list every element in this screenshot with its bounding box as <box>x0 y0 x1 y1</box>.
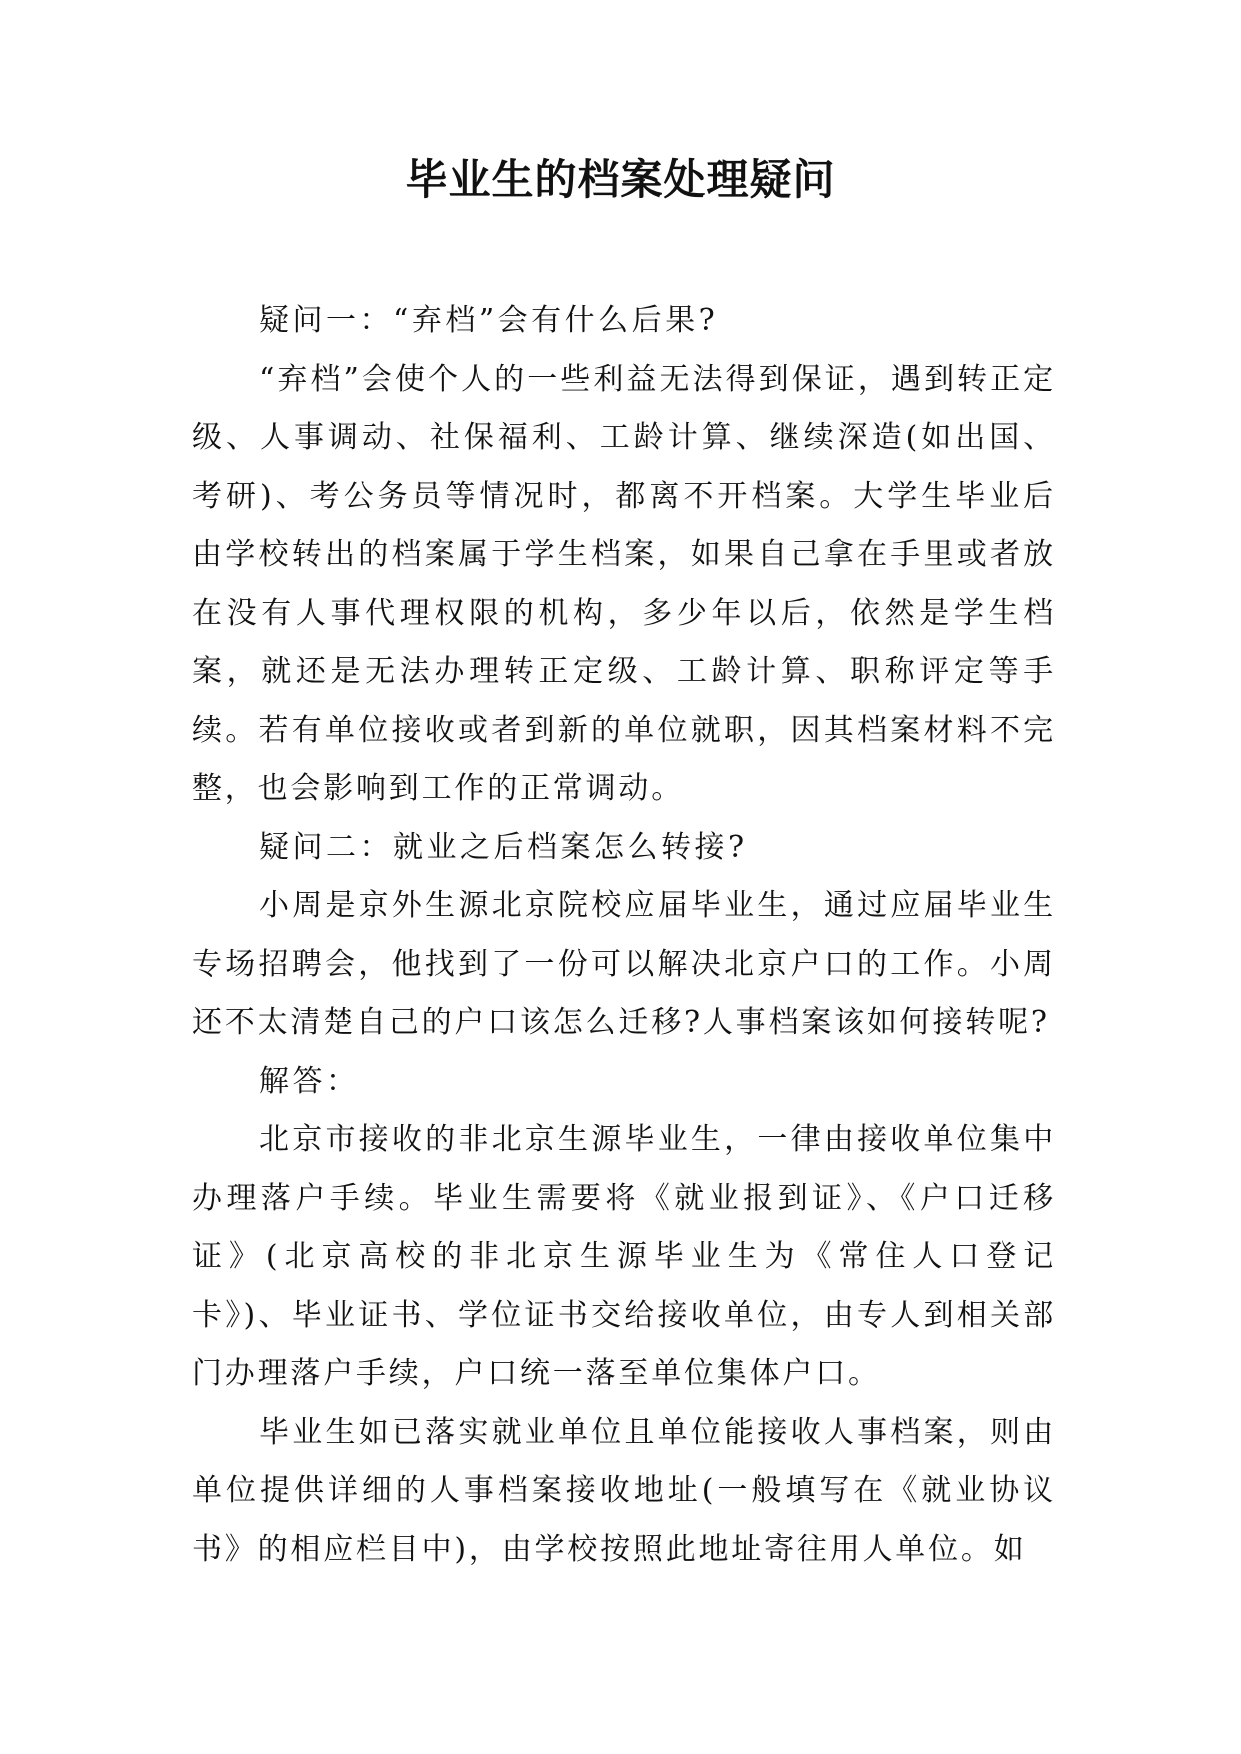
question-one-heading: 疑问一：“弃档”会有什么后果? <box>259 303 719 338</box>
answer-label: 解答： <box>259 1063 360 1099</box>
question-one-answer-paragraph: “弃档”会使个人的一些利益无法得到保证，遇到转正定级、人事调动、社保福利、工龄计算、继续深造(如出国、考研)、考公务员等情况时，都离不开档案。大学生毕业后由学校转出的档案属于学生档案，如果自己拿在手里或者放在没有人事代理权限的机构，多少年以后，依然是学生档案，就还是无法办理转正定级、工龄计算、职称评定等手续。若有单位接收或者到新的单位就职，因其档案材料不完整，也会影响到工作的正常调动。 <box>192 361 1056 806</box>
question-two-case-paragraph: 小周是京外生源北京院校应届毕业生，通过应届毕业生专场招聘会，他找到了一份可以解决北京户口的工作。小周还不太清楚自己的户口该怎么迁移?人事档案该如何接转呢? <box>192 888 1056 1040</box>
document-body <box>192 292 1056 1579</box>
archive-transfer-paragraph: 毕业生如已落实就业单位且单位能接收人事档案，则由单位提供详细的人事档案接收地址(一般填写在《就业协议书》的相应栏目中)，由学校按照此地址寄往用人单位。如 <box>192 1414 1056 1567</box>
question-two-heading: 疑问二：就业之后档案怎么转接? <box>259 829 748 865</box>
document-title: 毕业生的档案处理疑问 <box>405 155 836 204</box>
settlement-procedure-paragraph: 北京市接收的非北京生源毕业生，一律由接收单位集中办理落户手续。毕业生需要将《就业报到证》、《户口迁移证》(北京高校的非北京生源毕业生为《常住人口登记卡》)、毕业证书、学位证书交给接收单位，由专人到相关部门办理落户手续，户口统一落至单位集体户口。 <box>192 1122 1056 1391</box>
